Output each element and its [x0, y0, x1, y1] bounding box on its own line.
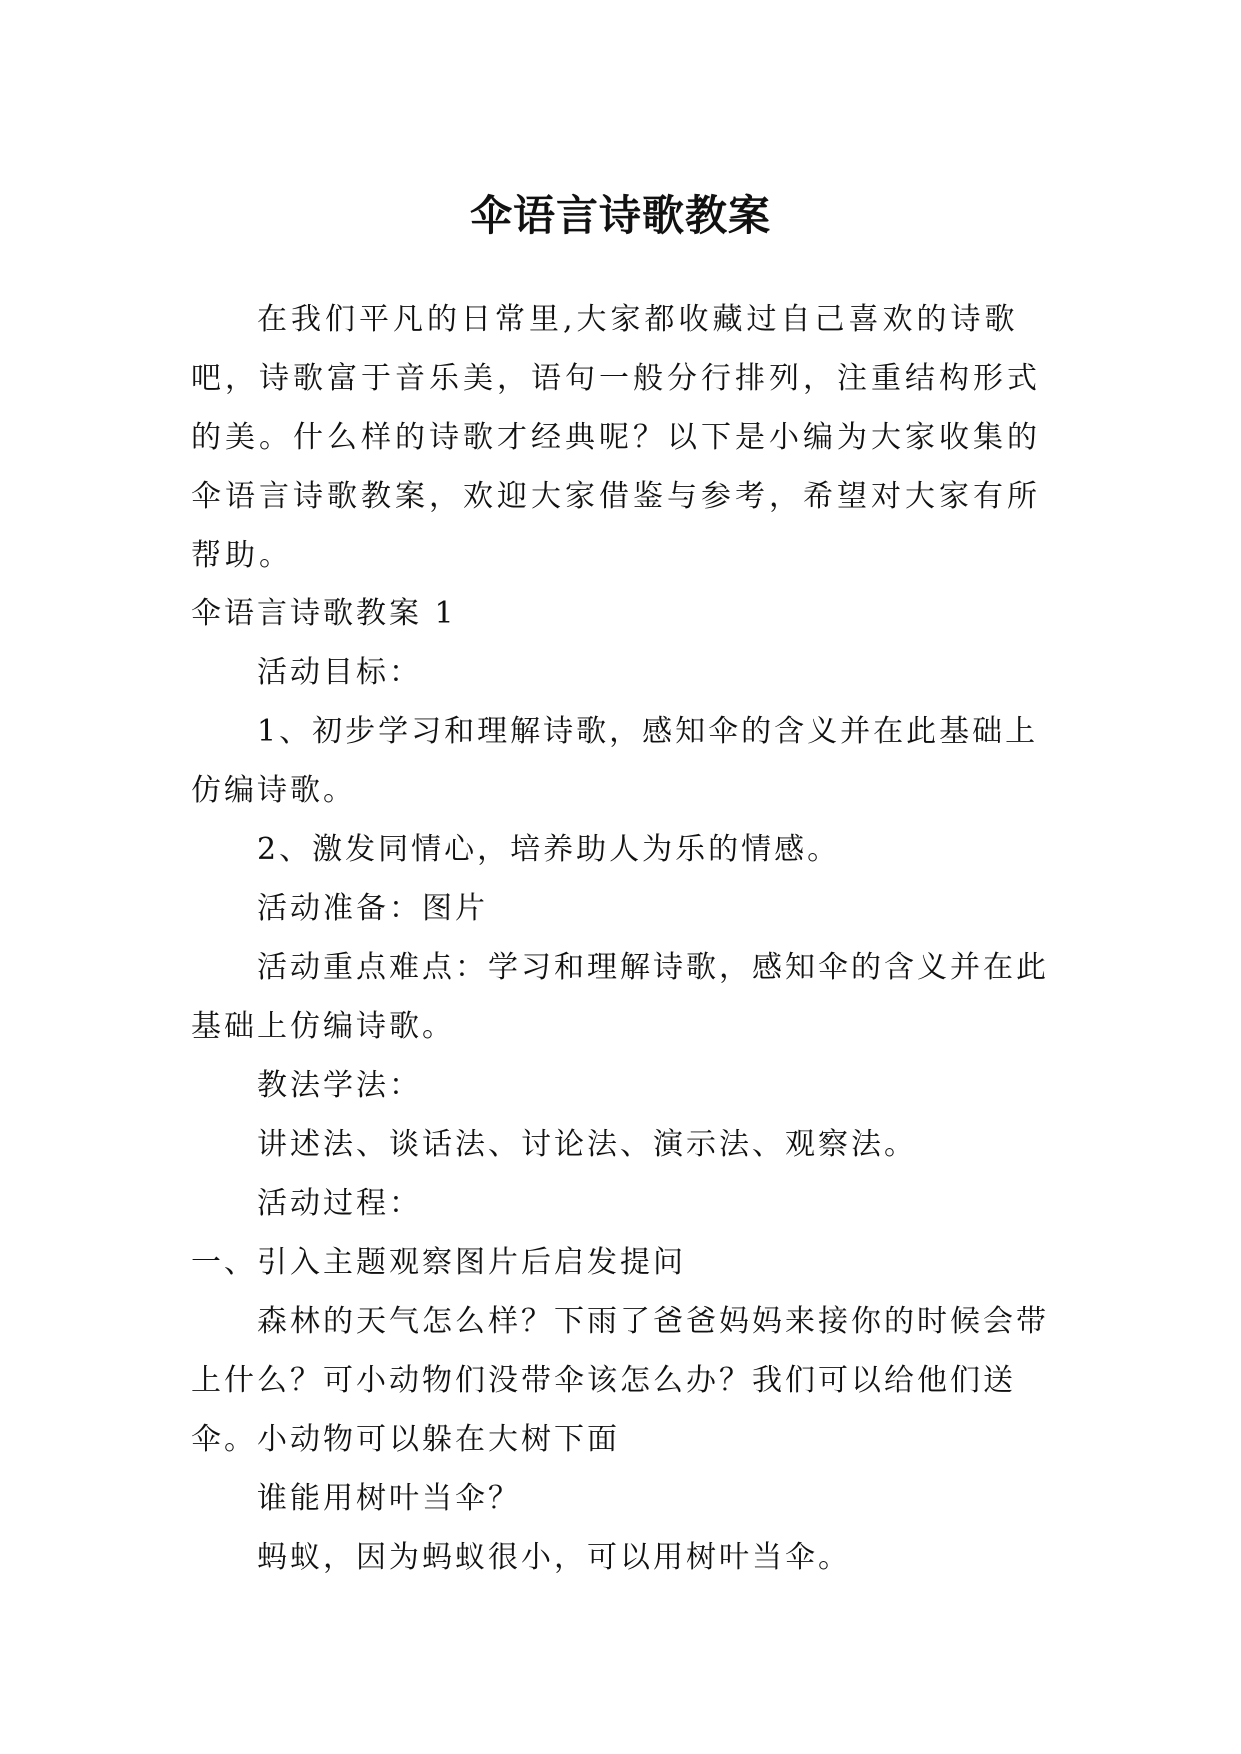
document-title: 伞语言诗歌教案: [469, 191, 771, 241]
goals-label: 活动目标：: [257, 655, 422, 690]
process-label: 活动过程：: [257, 1186, 422, 1221]
document-body: [191, 584, 1061, 1587]
step-1-heading: 一、引入主题观察图片后启发提问: [191, 1245, 686, 1280]
methods-label: 教法学法：: [257, 1068, 422, 1103]
goal-1: 1、初步学习和理解诗歌，感知伞的含义并在此基础上仿编诗歌。: [191, 714, 1039, 808]
answer-line: 蚂蚁，因为蚂蚁很小，可以用树叶当伞。: [257, 1540, 851, 1575]
paragraph-1: 森林的天气怎么样？下雨了爸爸妈妈来接你的时候会带上什么？可小动物们没带伞该怎么办？我们可以给他们送伞。小动物可以躲在大树下面: [191, 1304, 1049, 1457]
intro-paragraph: 在我们平凡的日常里,大家都收藏过自己喜欢的诗歌吧，诗歌富于音乐美，语句一般分行排列，注重结构形式的美。什么样的诗歌才经典呢？以下是小编为大家收集的伞语言诗歌教案，欢迎大家借鉴与参考，希望对大家有所帮助。: [191, 302, 1041, 573]
goal-2: 2、激发同情心，培养助人为乐的情感。: [257, 832, 841, 867]
methods-list: 讲述法、谈话法、讨论法、演示法、观察法。: [257, 1127, 917, 1162]
question-line: 谁能用树叶当伞？: [257, 1481, 521, 1516]
key-points: 活动重点难点：学习和理解诗歌，感知伞的含义并在此基础上仿编诗歌。: [191, 950, 1049, 1044]
section-heading: 伞语言诗歌教案 1: [191, 596, 457, 631]
preparation-line: 活动准备：图片: [257, 891, 488, 926]
